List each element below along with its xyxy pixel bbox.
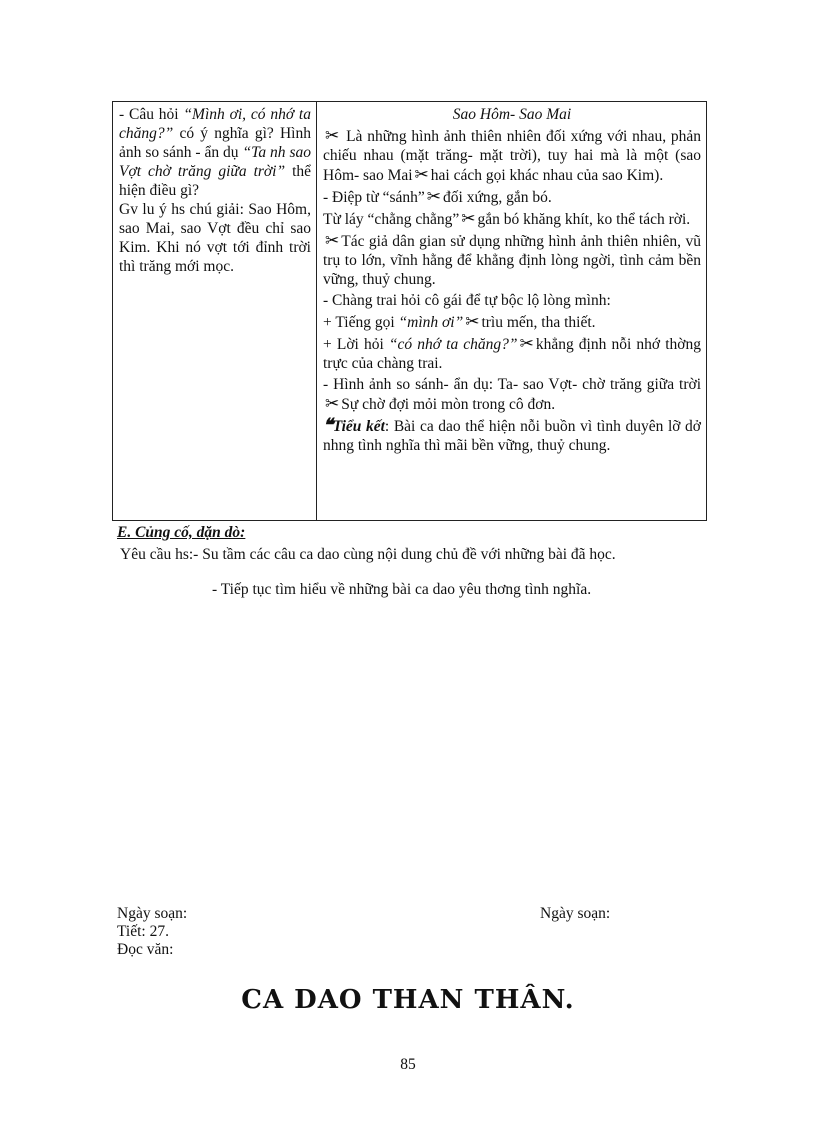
quote-icon: ❝ (323, 415, 333, 435)
answer-paragraph-2 (323, 187, 701, 207)
answer-text: - Hình ảnh so sánh- ẩn dụ: Ta- sao Vợt- chờ trăng giữa trời (323, 376, 701, 393)
scissors-icon: ✂ (519, 334, 534, 353)
answer-text: đối xứng, gắn bó. (443, 189, 552, 206)
date-label-left: Ngày soạn: (117, 905, 188, 922)
answer-paragraph-6 (323, 312, 701, 332)
question-cell (113, 102, 317, 521)
answer-paragraph-7 (323, 334, 701, 373)
table-row (113, 102, 707, 521)
answer-text: trìu mến, tha thiết. (481, 314, 596, 331)
scissors-icon: ✂ (414, 165, 429, 184)
answer-cell (317, 102, 707, 521)
summary-paragraph (323, 416, 701, 455)
homework-line-2: - Tiếp tục tìm hiểu về những bài ca dao yêu thơng tình nghĩa. (212, 581, 592, 598)
lesson-title: CA DAO THAN THÂN. (241, 985, 575, 1015)
summary-text: : Bài ca dao thể hiện nỗi buồn vì tình duyên lỡ dở nhng tình nghĩa thì mãi bền vững, thuỷ chung. (323, 418, 701, 454)
homework-line-1: Yêu cầu hs:- Su tầm các câu ca dao cùng nội dung chủ đề với những bài đã học. (120, 546, 616, 563)
lesson-number: Tiết: 27. (117, 923, 169, 940)
question-text-3: thể hiện điều gì? (119, 163, 312, 199)
answer-text: Sự chờ đợi mỏi mòn trong cô đơn. (341, 396, 556, 413)
date-label-right: Ngày soạn: (540, 905, 611, 922)
scissors-icon: ✂ (325, 231, 340, 250)
question-text-2: có ý nghĩa gì? Hình ảnh so sánh - ẩn dụ (119, 125, 311, 161)
scissors-icon: ✂ (465, 312, 480, 331)
question-quote: “Mình ơi, có nhớ ta chăng?” (119, 106, 311, 142)
answer-text: Là những hình ảnh thiên nhiên đối xứng với nhau, phản chiếu nhau (mặt trăng- mặt trời), tuy hai mà là một (sao Hôm- sao Mai (323, 128, 702, 184)
answer-paragraph-4 (323, 231, 701, 289)
answer-text: gắn bó khăng khít, ko thể tách rời. (477, 211, 691, 228)
scissors-icon: ✂ (325, 126, 340, 145)
answer-text: Từ láy “chằng chằng” (323, 211, 460, 228)
scissors-icon: ✂ (461, 209, 476, 228)
answer-text: khẳng định nỗi nhớ thờng trực của chàng trai. (323, 336, 701, 372)
question-text: - Câu hỏi (119, 106, 184, 123)
answer-quote: “mình ơi” (398, 314, 464, 331)
summary-label: Tiểu kết (332, 418, 385, 435)
section-e-title: E. Củng cố, dặn dò: (117, 524, 246, 541)
subject-label: Đọc văn: (117, 941, 174, 958)
answer-text: + Lời hỏi (323, 336, 389, 353)
answer-quote: “có nhớ ta chăng?” (388, 336, 518, 353)
answer-heading: Sao Hôm- Sao Mai (452, 106, 572, 123)
scissors-icon: ✂ (325, 394, 340, 413)
answer-text: - Điệp từ “sánh” (323, 189, 425, 206)
answer-text: Tác giả dân gian sử dụng những hình ảnh thiên nhiên, vũ trụ to lớn, vĩnh hằng để khẳng định lòng ngời, tình cảm bền vững, thuỷ chung. (323, 233, 701, 288)
lesson-table (112, 101, 707, 521)
page-number: 85 (400, 1056, 416, 1073)
scissors-icon: ✂ (426, 187, 442, 206)
answer-text: hai cách gọi khác nhau của sao Kim). (430, 167, 664, 184)
answer-paragraph-5: - Chàng trai hỏi cô gái để tự bộc lộ lòng mình: (323, 292, 611, 309)
teacher-note: Gv lu ý hs chú giải: Sao Hôm, sao Mai, sao Vợt đều chỉ sao Kim. Khi nó vợt tới đỉnh trời thì trăng mới mọc. (119, 201, 311, 275)
answer-paragraph-3 (323, 209, 701, 229)
answer-text: + Tiếng gọi (323, 314, 399, 331)
question-quote-2: “Ta nh sao Vợt chờ trăng giữa trời” (119, 144, 311, 180)
answer-paragraph-1 (323, 126, 701, 185)
answer-paragraph-8 (323, 375, 701, 414)
